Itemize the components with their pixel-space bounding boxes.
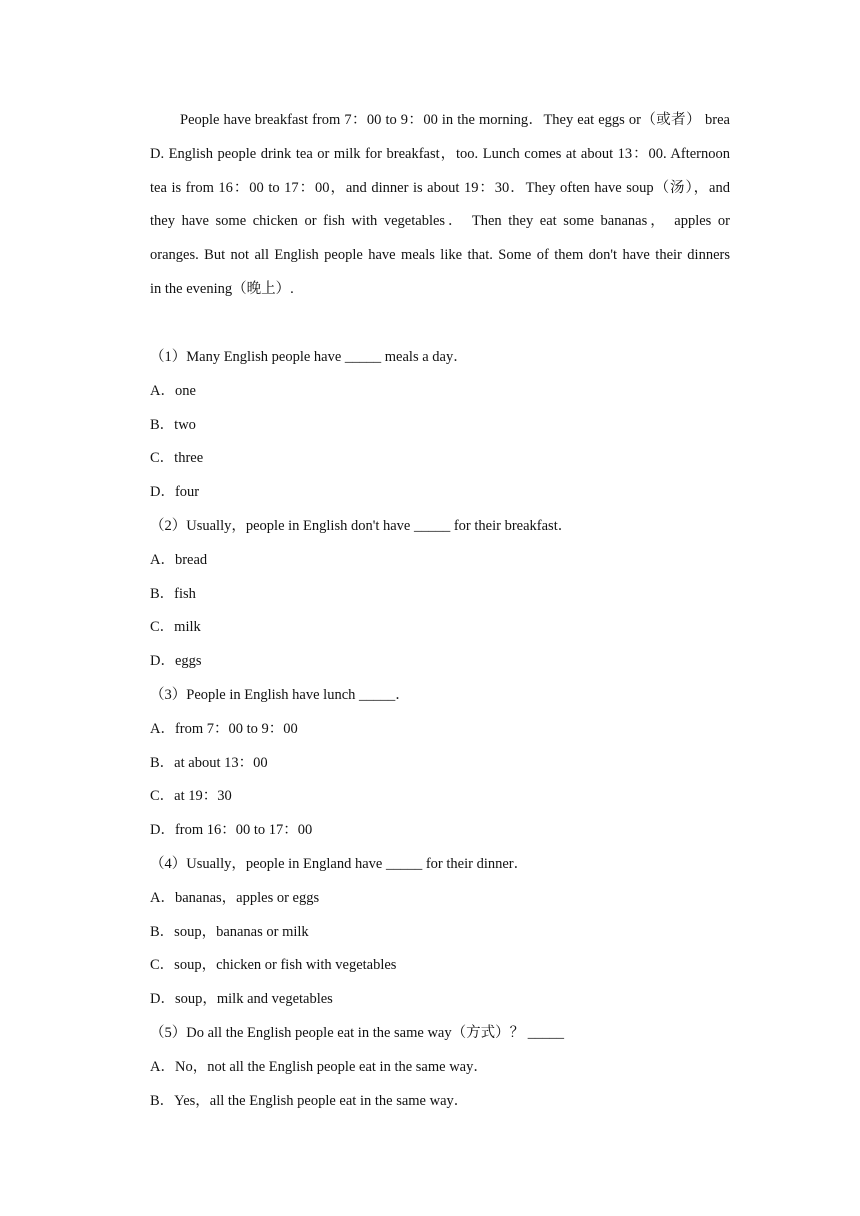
- passage-line: D. English people drink tea or milk for breakfast，too. Lunch comes at about 13：00. Afternoon: [150, 145, 730, 162]
- answer-option[interactable]: C．soup，chicken or fish with vegetables: [150, 957, 397, 974]
- question-list: [150, 341, 730, 1118]
- passage-line: oranges. But not all English people have meals like that. Some of them don't have their dinners: [150, 247, 730, 264]
- passage-line: People have breakfast from 7：00 to 9：00 in the morning．They eat eggs or（或者） brea: [180, 112, 730, 128]
- answer-option[interactable]: C．milk: [150, 619, 201, 636]
- question-stem: （5）Do all the English people eat in the same way（方式）？ _____: [150, 1024, 564, 1041]
- answer-option[interactable]: A．bread: [150, 551, 208, 568]
- answer-option[interactable]: A．bananas，apples or eggs: [150, 889, 320, 906]
- answer-option[interactable]: B．at about 13：00: [150, 754, 268, 771]
- answer-option[interactable]: D．from 16：00 to 17：00: [150, 822, 313, 839]
- answer-option[interactable]: B．two: [150, 416, 196, 433]
- question-stem: （1）Many English people have _____ meals a day．: [150, 349, 468, 365]
- answer-option[interactable]: D．eggs: [150, 653, 202, 670]
- answer-option[interactable]: C．at 19：30: [150, 788, 232, 805]
- reading-passage: [150, 104, 730, 307]
- passage-line: tea is from 16：00 to 17：00，and dinner is about 19：30．They often have soup（汤），and: [150, 179, 730, 196]
- answer-option[interactable]: C．three: [150, 450, 204, 467]
- answer-option[interactable]: B．Yes，all the English people eat in the same way．: [150, 1092, 469, 1109]
- passage-line: they have some chicken or fish with vegetables． Then they eat some bananas， apples or: [150, 213, 730, 230]
- answer-option[interactable]: B．fish: [150, 585, 196, 602]
- answer-option[interactable]: D．soup，milk and vegetables: [150, 991, 333, 1008]
- question-stem: （4）Usually，people in England have _____ for their dinner．: [150, 855, 529, 872]
- question-stem: （3）People in English have lunch _____．: [150, 686, 410, 703]
- answer-option[interactable]: D．four: [150, 484, 200, 501]
- answer-option[interactable]: A．one: [150, 382, 196, 399]
- answer-option[interactable]: B．soup，bananas or milk: [150, 923, 309, 940]
- answer-option[interactable]: A．No，not all the English people eat in the same way．: [150, 1058, 488, 1075]
- passage-line: in the evening（晚上）.: [150, 280, 294, 297]
- question-stem: （2）Usually，people in English don't have _____ for their breakfast．: [150, 517, 573, 534]
- answer-option[interactable]: A．from 7：00 to 9：00: [150, 720, 298, 737]
